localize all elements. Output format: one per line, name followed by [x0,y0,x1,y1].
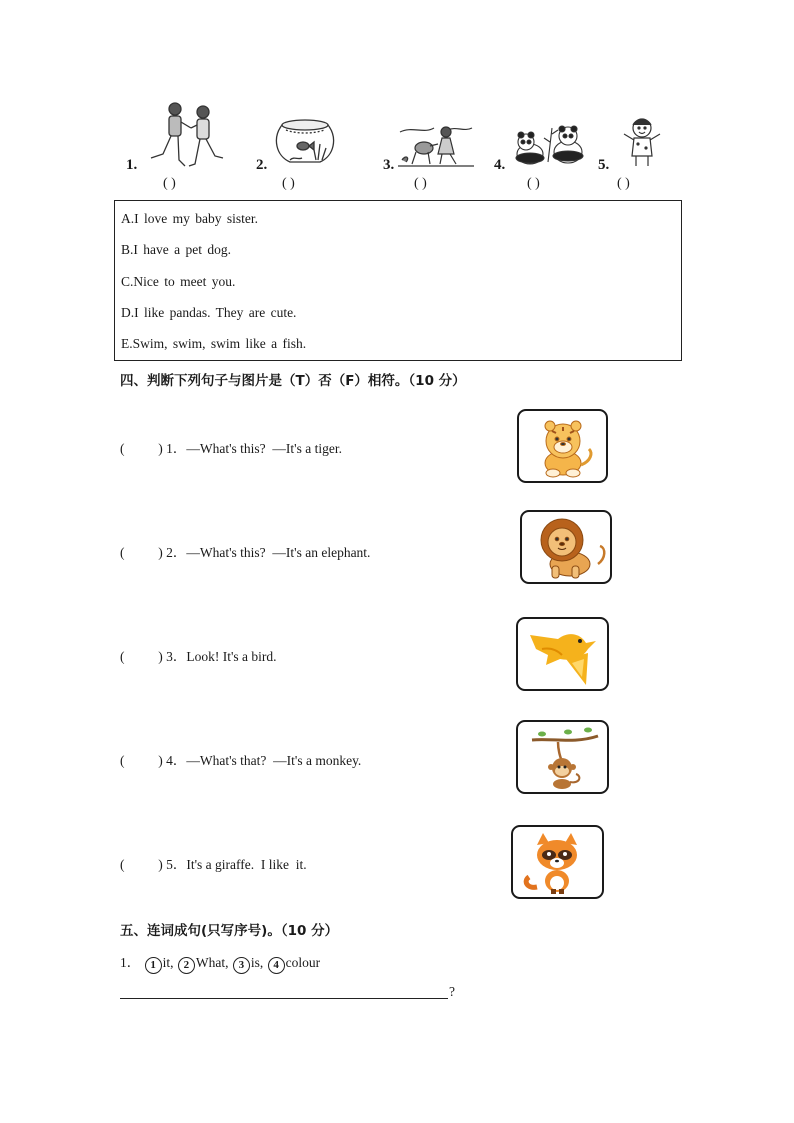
pandas-icon [512,122,588,168]
option-b: B.I have a pet dog. [121,242,231,257]
judge-question-1[interactable]: ( ) 1．—What's this? —It's a tiger. [120,441,342,456]
circled-number-1: 1 [145,957,162,974]
tiger-icon [519,411,606,481]
question-number: 1． [120,955,141,970]
question-mark: ? [449,984,455,999]
lion-picture-frame [520,510,612,584]
section-5-title: 五、连词成句(只写序号)。（10 分） [120,923,339,939]
word: colour [285,955,321,970]
answer-blank[interactable]: ( ) [527,176,540,191]
tiger-picture-frame [517,409,608,483]
bird-icon [518,619,607,689]
fishbowl-icon [270,116,340,166]
two-boys-greeting-icon [145,100,227,170]
judge-question-2[interactable]: ( ) 2．—What's this? —It's an elephant. [120,545,371,560]
option-a: A.I love my baby sister. [121,211,258,226]
bird-picture-frame [516,617,609,691]
answer-blank[interactable]: ( ) [282,176,295,191]
item-number: 1. [126,157,138,173]
judge-question-3[interactable]: ( ) 3．Look! It's a bird. [120,649,277,664]
judge-question-5[interactable]: ( ) 5．It's a giraffe. I like it. [120,857,307,872]
option-e: E.Swim, swim, swim like a fish. [121,336,307,351]
circled-number-2: 2 [178,957,195,974]
answer-blank[interactable]: ( ) [414,176,427,191]
option-d: D.I like pandas. They are cute. [121,305,297,320]
word: is, [250,955,264,970]
girl-walking-dog-icon [398,122,474,168]
monkey-icon [518,722,607,792]
item-number: 5. [598,157,610,173]
item-number: 2. [256,157,268,173]
word-order-question-1 [120,951,320,974]
judge-question-4[interactable]: ( ) 4．—What's that? —It's a monkey. [120,753,362,768]
answer-blank[interactable]: ( ) [617,176,630,191]
answer-blank[interactable]: ( ) [163,176,176,191]
section-4-title: 四、判断下列句子与图片是（T）否（F）相符。（10 分） [120,373,466,389]
item-number: 3. [383,157,395,173]
circled-number-4: 4 [268,957,285,974]
word: What, [195,955,229,970]
monkey-picture-frame [516,720,609,794]
options-box [114,200,682,361]
raccoon-picture-frame [511,825,604,899]
word: it, [162,955,174,970]
raccoon-icon [513,827,602,897]
lion-icon [522,512,610,582]
item-number: 4. [494,157,506,173]
answer-line[interactable] [120,998,448,999]
baby-icon [618,116,666,170]
option-c: C.Nice to meet you. [121,274,236,289]
circled-number-3: 3 [233,957,250,974]
